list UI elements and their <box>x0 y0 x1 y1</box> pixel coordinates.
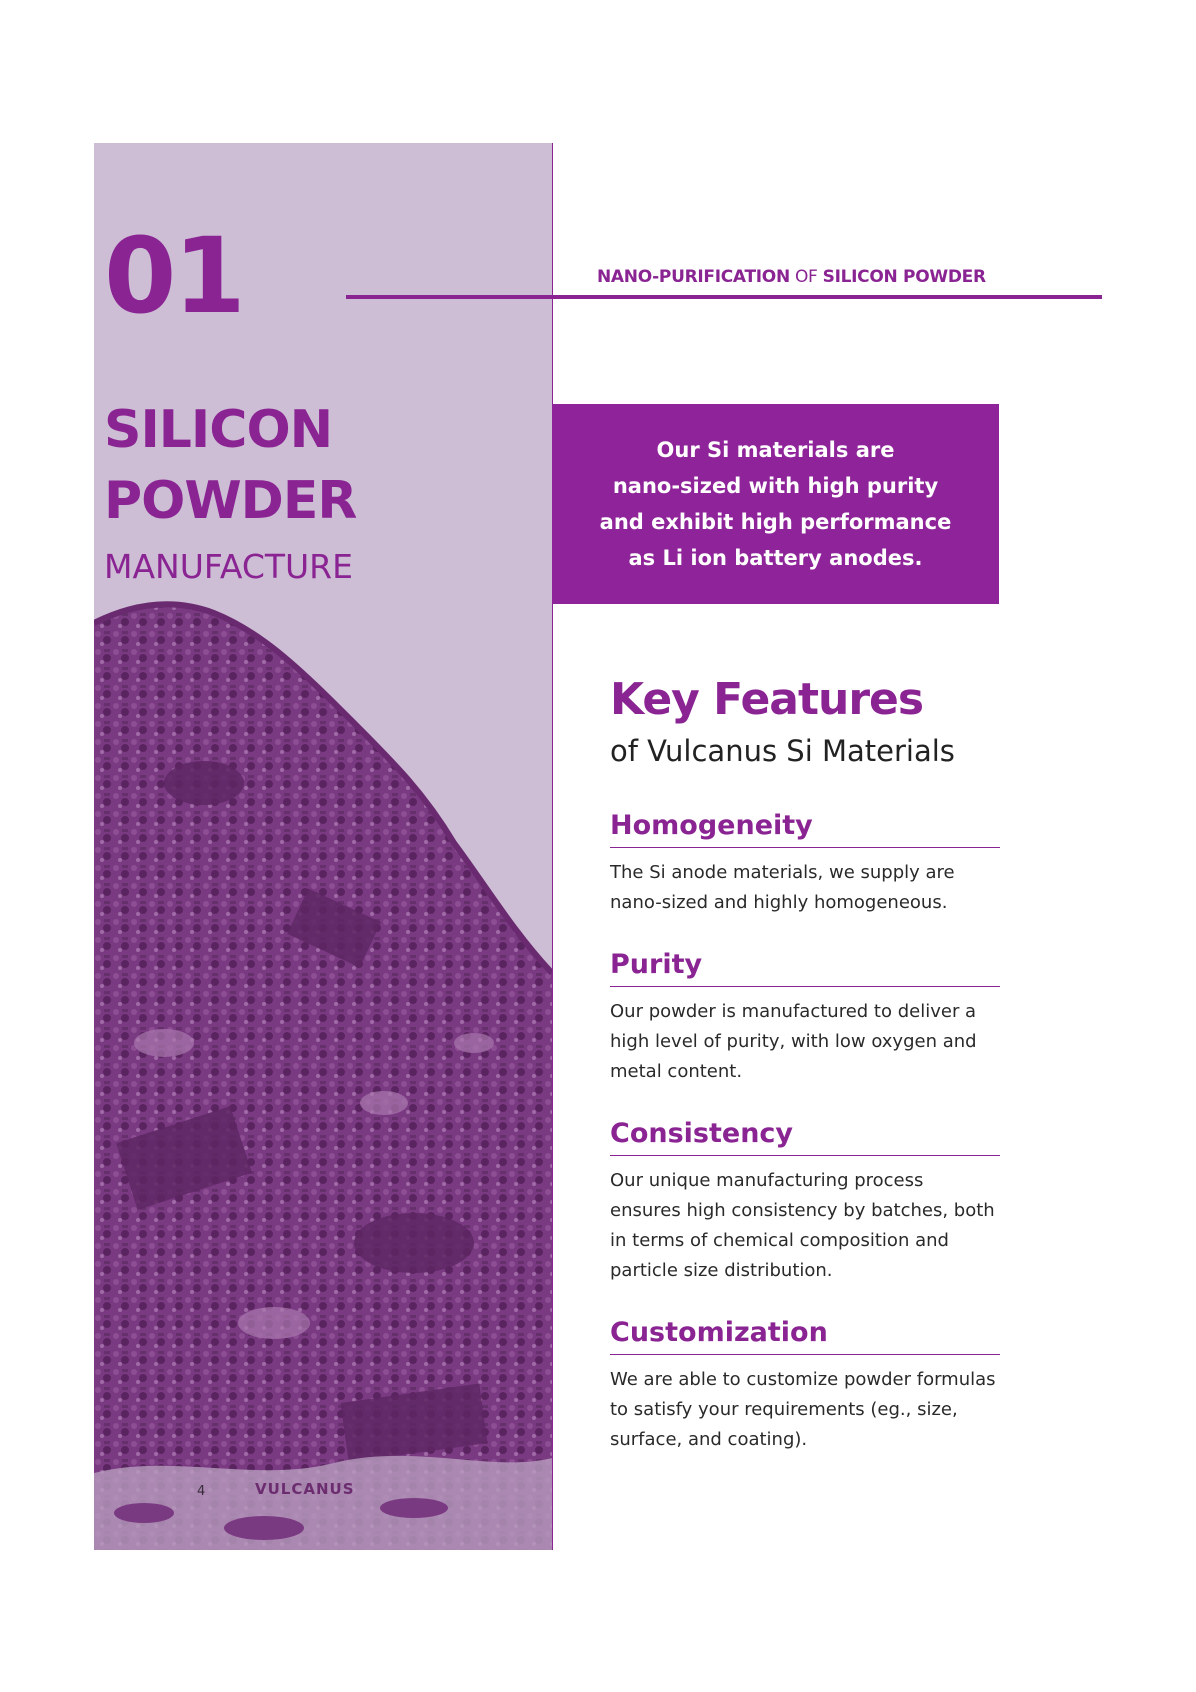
vulcanus-logo: VULCANUS <box>255 1480 355 1498</box>
feature-body-line: particle size distribution. <box>610 1260 833 1281</box>
callout-line: and exhibit high performance <box>599 510 952 534</box>
silicon-powder-pile-photo <box>94 143 552 1550</box>
section-header-part3: SILICON POWDER <box>822 267 986 287</box>
feature-body <box>610 858 1000 918</box>
feature-title: Consistency <box>610 1120 1000 1156</box>
feature-title: Purity <box>610 951 1000 987</box>
feature-body <box>610 997 1000 1087</box>
feature-homogeneity <box>610 812 1000 918</box>
feature-purity <box>610 951 1000 1087</box>
callout-line: Our Si materials are <box>656 438 895 462</box>
callout-line: nano-sized with high purity <box>612 474 939 498</box>
left-panel <box>94 143 552 1550</box>
feature-body <box>610 1166 1000 1286</box>
section-header-part2: OF <box>789 267 823 287</box>
feature-body-line: surface, and coating). <box>610 1429 808 1450</box>
chapter-number: 01 <box>104 215 243 337</box>
key-features-title: Key Features <box>610 674 924 725</box>
feature-customization <box>610 1319 1000 1455</box>
feature-body-line: We are able to customize powder formulas <box>610 1369 996 1390</box>
feature-body-line: The Si anode materials, we supply are <box>610 862 955 883</box>
feature-body-line: metal content. <box>610 1061 743 1082</box>
page-title-line1: SILICON <box>104 400 333 460</box>
page-number: 4 <box>197 1484 206 1499</box>
callout-line: as Li ion battery anodes. <box>628 546 923 570</box>
feature-consistency <box>610 1120 1000 1286</box>
vertical-divider <box>552 143 553 1550</box>
header-rule <box>346 295 1102 299</box>
feature-title: Homogeneity <box>610 812 1000 848</box>
section-header <box>597 267 986 287</box>
section-header-part1: NANO-PURIFICATION <box>597 267 790 287</box>
page-title-subtitle: MANUFACTURE <box>104 547 353 586</box>
callout-text <box>600 432 952 576</box>
page-title-line2: POWDER <box>104 471 357 531</box>
feature-title: Customization <box>610 1319 1000 1355</box>
feature-body-line: Our unique manufacturing process <box>610 1170 924 1191</box>
feature-body <box>610 1365 1000 1455</box>
feature-body-line: to satisfy your requirements (eg., size, <box>610 1399 958 1420</box>
feature-body-line: ensures high consistency by batches, both <box>610 1200 995 1221</box>
feature-body-line: in terms of chemical composition and <box>610 1230 949 1251</box>
callout-box <box>552 404 999 604</box>
feature-body-line: high level of purity, with low oxygen and <box>610 1031 977 1052</box>
feature-body-line: Our powder is manufactured to deliver a <box>610 1001 977 1022</box>
key-features-subtitle: of Vulcanus Si Materials <box>610 734 955 768</box>
feature-body-line: nano-sized and highly homogeneous. <box>610 892 948 913</box>
